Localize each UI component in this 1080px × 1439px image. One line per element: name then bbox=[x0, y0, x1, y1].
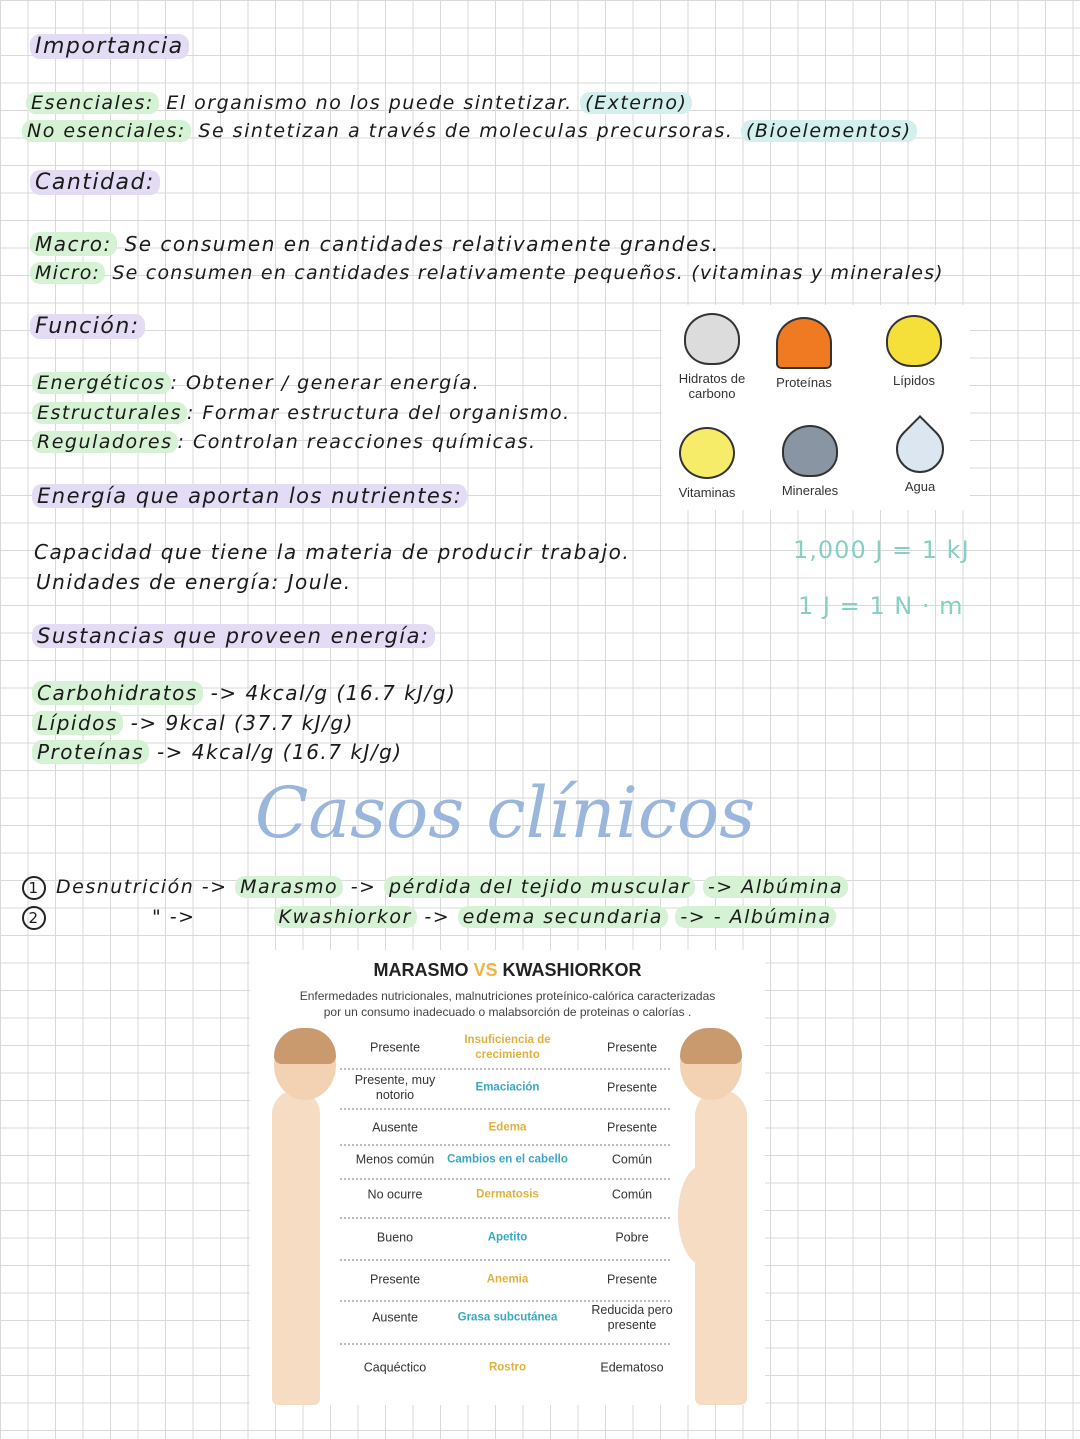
line-macro: Macro: Se consumen en cantidades relativamente grandes. bbox=[30, 232, 720, 256]
line-esenciales: Esenciales: El organismo no los puede sintetizar. (Externo) bbox=[26, 92, 692, 114]
infographic-title: MARASMO VS KWASHIORKOR bbox=[373, 960, 642, 980]
line-carbohidratos: Carbohidratos -> 4kcal/g (16.7 kJ/g) bbox=[32, 681, 456, 705]
marasmo-vs-kwashiorkor-infographic bbox=[250, 950, 765, 1405]
feature-label: Emaciación bbox=[475, 1081, 540, 1094]
marasmo-value: Presente, muy notorio bbox=[354, 1073, 436, 1102]
case-row-2: 2 " -> Kwashiorkor -> edema secundaria -> - Albúmina bbox=[22, 906, 836, 930]
line-estructurales: Estructurales : Formar estructura del organismo. bbox=[32, 402, 571, 424]
casos-clinicos-title: Casos clínicos bbox=[254, 772, 756, 854]
comparison-row bbox=[340, 1217, 670, 1261]
feature-label: Grasa subcutánea bbox=[457, 1311, 558, 1324]
heading-funcion: Función: bbox=[30, 314, 145, 339]
lipid-mascot-icon bbox=[886, 315, 942, 367]
nutrient-carbohydrates: Hidratos de carbono bbox=[662, 313, 762, 401]
line-capacidad: Capacidad que tiene la materia de producir trabajo. bbox=[34, 540, 631, 564]
marasmo-value: Menos común bbox=[355, 1152, 435, 1167]
comparison-row bbox=[340, 1293, 673, 1345]
nutrient-minerals: Minerales bbox=[760, 425, 860, 498]
equation-kj: 1,000 J = 1 kJ bbox=[793, 536, 970, 564]
mineral-mascot-icon bbox=[782, 425, 838, 477]
comparison-row bbox=[340, 1346, 670, 1391]
carbohydrate-mascot-icon bbox=[684, 313, 740, 365]
feature-label: Rostro bbox=[488, 1361, 527, 1374]
vitamin-mascot-icon bbox=[679, 427, 735, 479]
line-proteinas: Proteínas -> 4kcal/g (16.7 kJ/g) bbox=[32, 740, 403, 764]
line-energeticos: Energéticos : Obtener / generar energía. bbox=[32, 372, 480, 394]
kwashiorkor-value: Común bbox=[611, 1187, 653, 1202]
nutrient-water: Agua bbox=[870, 425, 970, 494]
comparison-row bbox=[340, 1068, 670, 1110]
marasmo-value: Ausente bbox=[372, 1120, 418, 1135]
kwashiorkor-value: Presente bbox=[606, 1272, 658, 1287]
marasmo-value: Presente bbox=[369, 1272, 421, 1287]
marasmo-value: Bueno bbox=[376, 1230, 414, 1245]
protein-mascot-icon bbox=[776, 317, 832, 369]
infographic-subtitle: Enfermedades nutricionales, malnutriciones proteínico-calórica caracterizadas por un consumo inadecuado o malabsorción de proteinas o calorías . bbox=[299, 989, 716, 1019]
kwashiorkor-value: Presente bbox=[606, 1120, 658, 1135]
feature-label: Insuficiencia de crecimiento bbox=[464, 1034, 551, 1061]
equation-joule: 1 J = 1 N · m bbox=[798, 592, 964, 620]
marasmo-value: Presente bbox=[369, 1040, 421, 1055]
kwashiorkor-value: Común bbox=[611, 1152, 653, 1167]
heading-cantidad: Cantidad: bbox=[30, 170, 160, 195]
kwashiorkor-value: Pobre bbox=[615, 1230, 649, 1245]
line-no-esenciales: No esenciales: Se sintetizan a través de moleculas precursoras. (Bioelementos) bbox=[22, 120, 917, 142]
line-unidades: Unidades de energía: Joule. bbox=[36, 570, 352, 594]
heading-energia: Energía que aportan los nutrientes: bbox=[32, 484, 467, 508]
comparison-row bbox=[340, 1174, 670, 1219]
water-drop-icon bbox=[886, 415, 954, 483]
kwashiorkor-value: Edematoso bbox=[600, 1360, 664, 1375]
heading-importancia: Importancia bbox=[30, 34, 189, 59]
nutrient-lipids: Lípidos bbox=[864, 315, 964, 388]
kwashiorkor-value: Presente bbox=[606, 1040, 658, 1055]
kwashiorkor-value: Presente bbox=[606, 1080, 658, 1095]
comparison-row bbox=[340, 1028, 670, 1070]
case-row-1: 1 Desnutrición -> Marasmo -> pérdida del tejido muscular -> Albúmina bbox=[22, 876, 848, 900]
feature-label: Apetito bbox=[487, 1231, 528, 1244]
kwashiorkor-value: Reducida pero presente bbox=[591, 1303, 673, 1332]
nutrients-illustration bbox=[662, 305, 970, 510]
nutrient-proteins: Proteínas bbox=[754, 317, 854, 390]
feature-label: Edema bbox=[488, 1121, 527, 1134]
comparison-row bbox=[340, 1112, 670, 1146]
line-lipidos: Lípidos -> 9kcal (37.7 kJ/g) bbox=[32, 711, 354, 735]
marasmo-value: No ocurre bbox=[367, 1187, 423, 1202]
nutrient-vitamins: Vitaminas bbox=[657, 427, 757, 500]
feature-label: Anemia bbox=[486, 1273, 529, 1286]
heading-sustancias: Sustancias que proveen energía: bbox=[32, 624, 435, 648]
line-micro: Micro: Se consumen en cantidades relativamente pequeños. (vitaminas y minerales) bbox=[30, 262, 944, 284]
line-reguladores: Reguladores : Controlan reacciones químicas. bbox=[32, 431, 537, 453]
feature-label: Dermatosis bbox=[476, 1188, 539, 1201]
marasmo-value: Caquéctico bbox=[363, 1360, 427, 1375]
marasmo-value: Ausente bbox=[372, 1310, 418, 1325]
feature-label: Cambios en el cabello bbox=[447, 1153, 568, 1166]
